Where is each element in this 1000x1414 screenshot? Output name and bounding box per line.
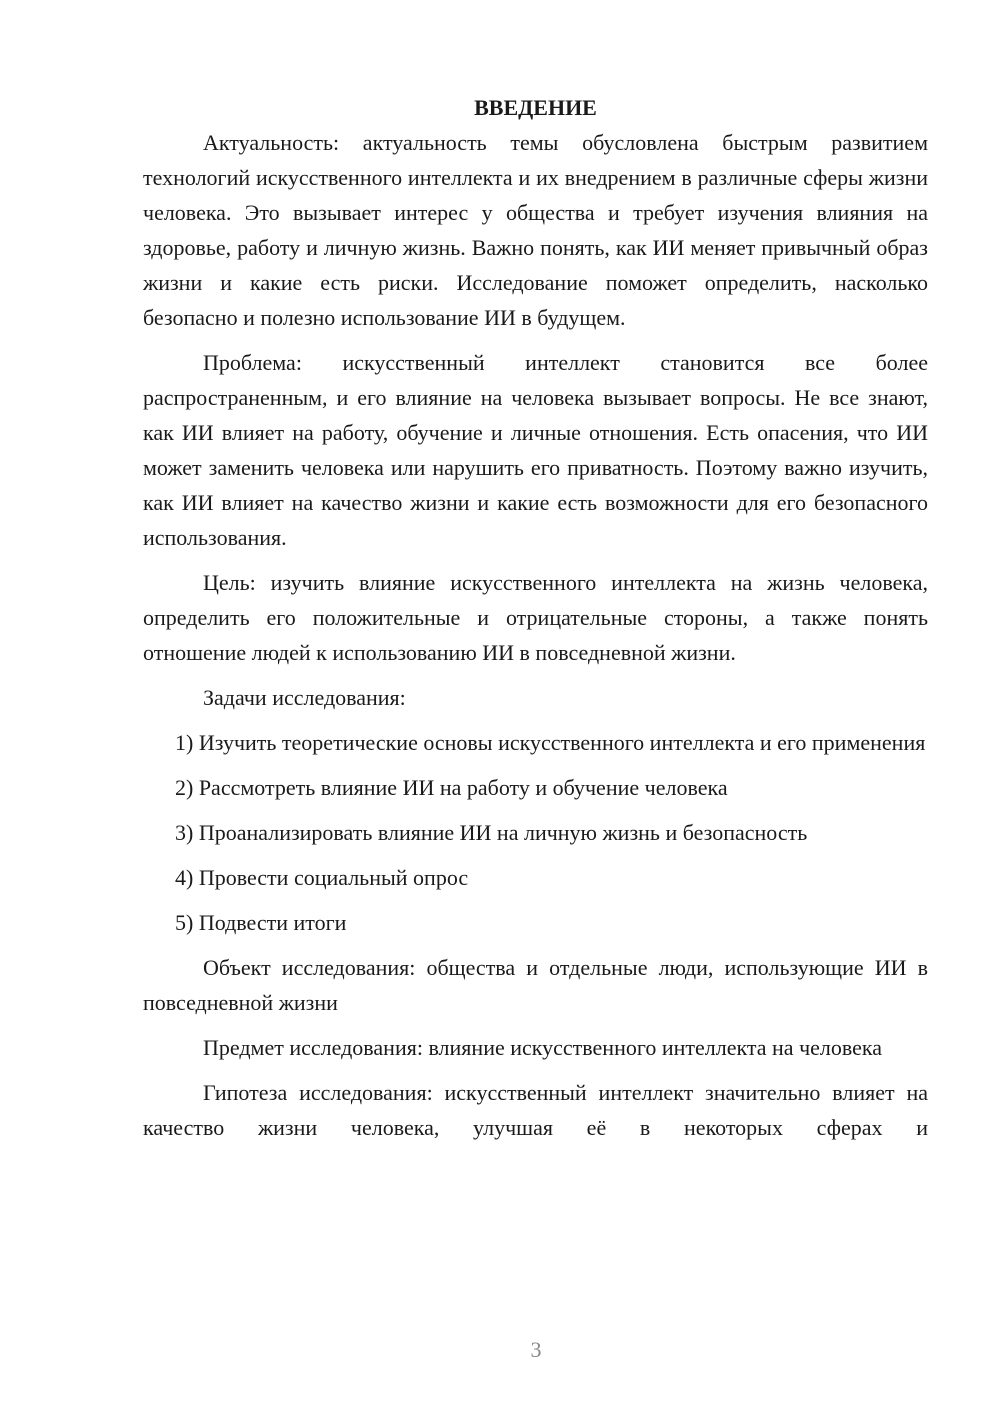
paragraph-subject: Предмет исследования: влияние искусственного интеллекта на человека <box>203 1035 883 1060</box>
task-item: 1) Изучить теоретические основы искусственного интеллекта и его применения <box>175 730 926 755</box>
document-page <box>143 90 928 1155</box>
paragraph-object: Объект исследования: общества и отдельные люди, использующие ИИ в повседневной жизни <box>143 955 928 1015</box>
paragraph-problem: Проблема: искусственный интеллект становится все более распространенным, и его влияние на человека вызывает вопросы. Не все знают, как ИИ влияет на работу, обучение и личные отношения. Есть опасения, что ИИ может заменить человека или нарушить его приватность. Поэтому важно изучить, как ИИ влияет на качество жизни и какие есть возможности для его безопасного использования. <box>143 350 928 550</box>
paragraph-tasks-heading: Задачи исследования: <box>203 685 406 710</box>
paragraph-goal: Цель: изучить влияние искусственного интеллекта на жизнь человека, определить его положительные и отрицательные стороны, а также понять отношение людей к использованию ИИ в повседневной жизни. <box>143 570 928 665</box>
page-number: 3 <box>530 1337 542 1362</box>
task-item: 3) Проанализировать влияние ИИ на личную жизнь и безопасность <box>175 820 808 845</box>
section-title: ВВЕДЕНИЕ <box>474 95 597 120</box>
task-item: 2) Рассмотреть влияние ИИ на работу и обучение человека <box>175 775 728 800</box>
task-item: 4) Провести социальный опрос <box>175 865 469 890</box>
paragraph-relevance: Актуальность: актуальность темы обусловлена быстрым развитием технологий искусственного интеллекта и их внедрением в различные сферы жизни человека. Это вызывает интерес у общества и требует изучения влияния на здоровье, работу и личную жизнь. Важно понять, как ИИ меняет привычный образ жизни и какие есть риски. Исследование поможет определить, насколько безопасно и полезно использование ИИ в будущем. <box>143 130 928 330</box>
task-item: 5) Подвести итоги <box>175 910 347 935</box>
paragraph-hypothesis: Гипотеза исследования: искусственный интеллект значительно влияет на качество жизни человека, улучшая её в некоторых сферах и <box>143 1080 928 1140</box>
